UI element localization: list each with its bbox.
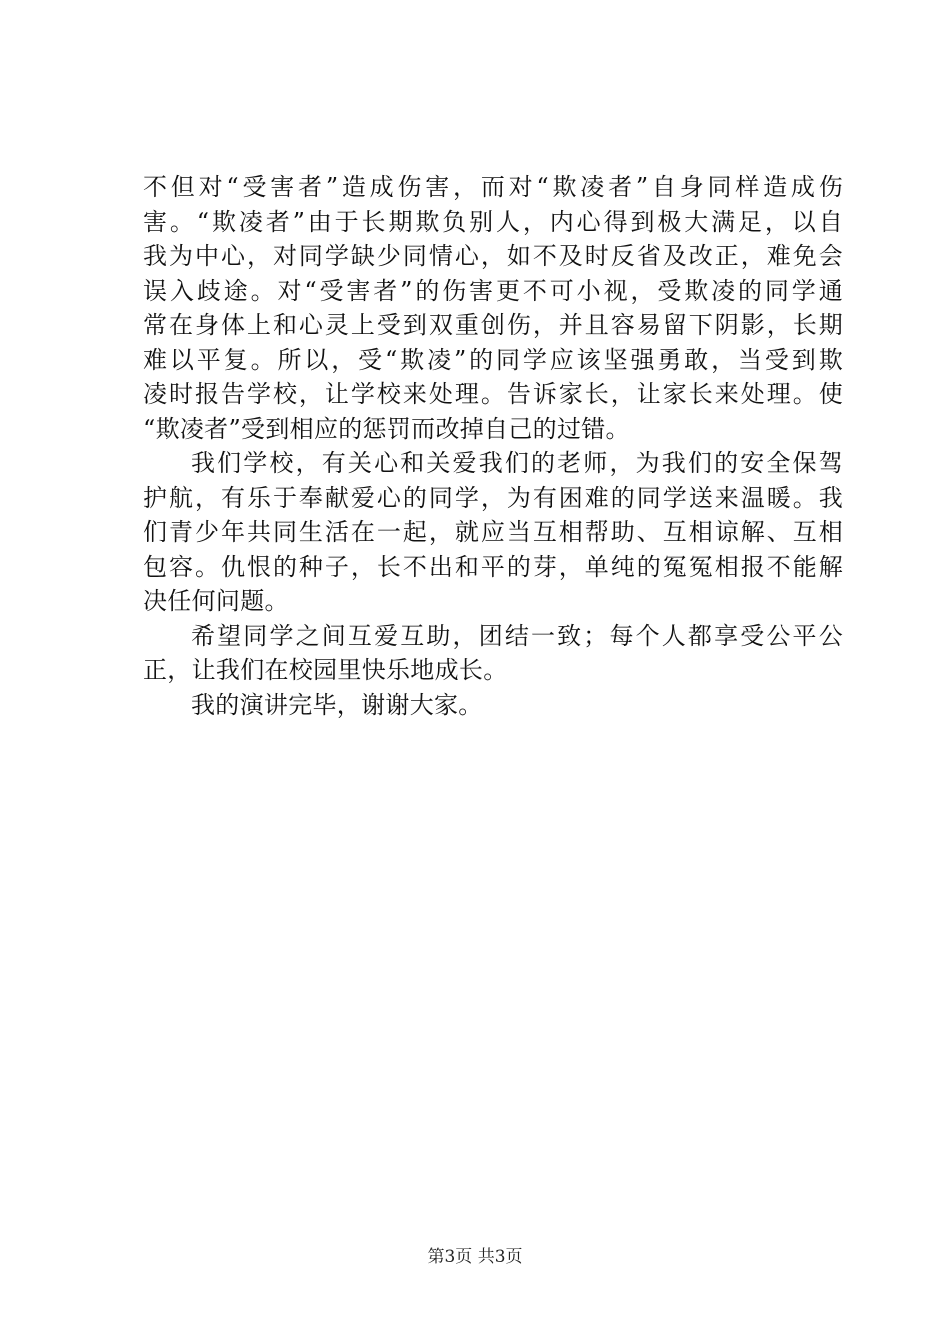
paragraph-1-line: 难以平复。所以，受“欺凌”的同学应该坚强勇敢，当受到欺 [143,345,843,374]
document-body [143,170,843,722]
page-number-footer: 第3页 共3页 [427,1247,523,1267]
paragraph-2-line: 护航，有乐于奉献爱心的同学，为有困难的同学送来温暖。我 [143,483,843,512]
paragraph-3-line: 希望同学之间互爱互助，团结一致；每个人都享受公平公 [191,621,843,650]
paragraph-2-line: 决任何问题。 [143,587,289,615]
paragraph-2-line: 们青少年共同生活在一起，就应当互相帮助、互相谅解、互相 [143,518,843,546]
paragraph-3-line: 正，让我们在校园里快乐地成长。 [143,656,508,684]
paragraph-1-line: “欺凌者”受到相应的惩罚而改掉自己的过错。 [143,414,630,443]
paragraph-2-line: 我们学校，有关心和关爱我们的老师，为我们的安全保驾 [191,449,843,477]
paragraph-1-line: 常在身体上和心灵上受到双重创伤，并且容易留下阴影，长期 [143,311,843,339]
paragraph-1-line: 误入歧途。对“受害者”的伤害更不可小视，受欺凌的同学通 [143,276,843,305]
paragraph-1-line: 我为中心，对同学缺少同情心，如不及时反省及改正，难免会 [143,242,843,270]
paragraph-2-line: 包容。仇恨的种子，长不出和平的芽，单纯的冤冤相报不能解 [143,552,843,581]
paragraph-1-line: 凌时报告学校，让学校来处理。告诉家长，让家长来处理。使 [143,380,843,408]
paragraph-1-line: 害。“欺凌者”由于长期欺负别人，内心得到极大满足，以自 [143,207,843,236]
paragraph-1-line: 不但对“受害者”造成伤害，而对“欺凌者”自身同样造成伤 [143,173,843,201]
paragraph-4-line: 我的演讲完毕，谢谢大家。 [191,690,483,719]
